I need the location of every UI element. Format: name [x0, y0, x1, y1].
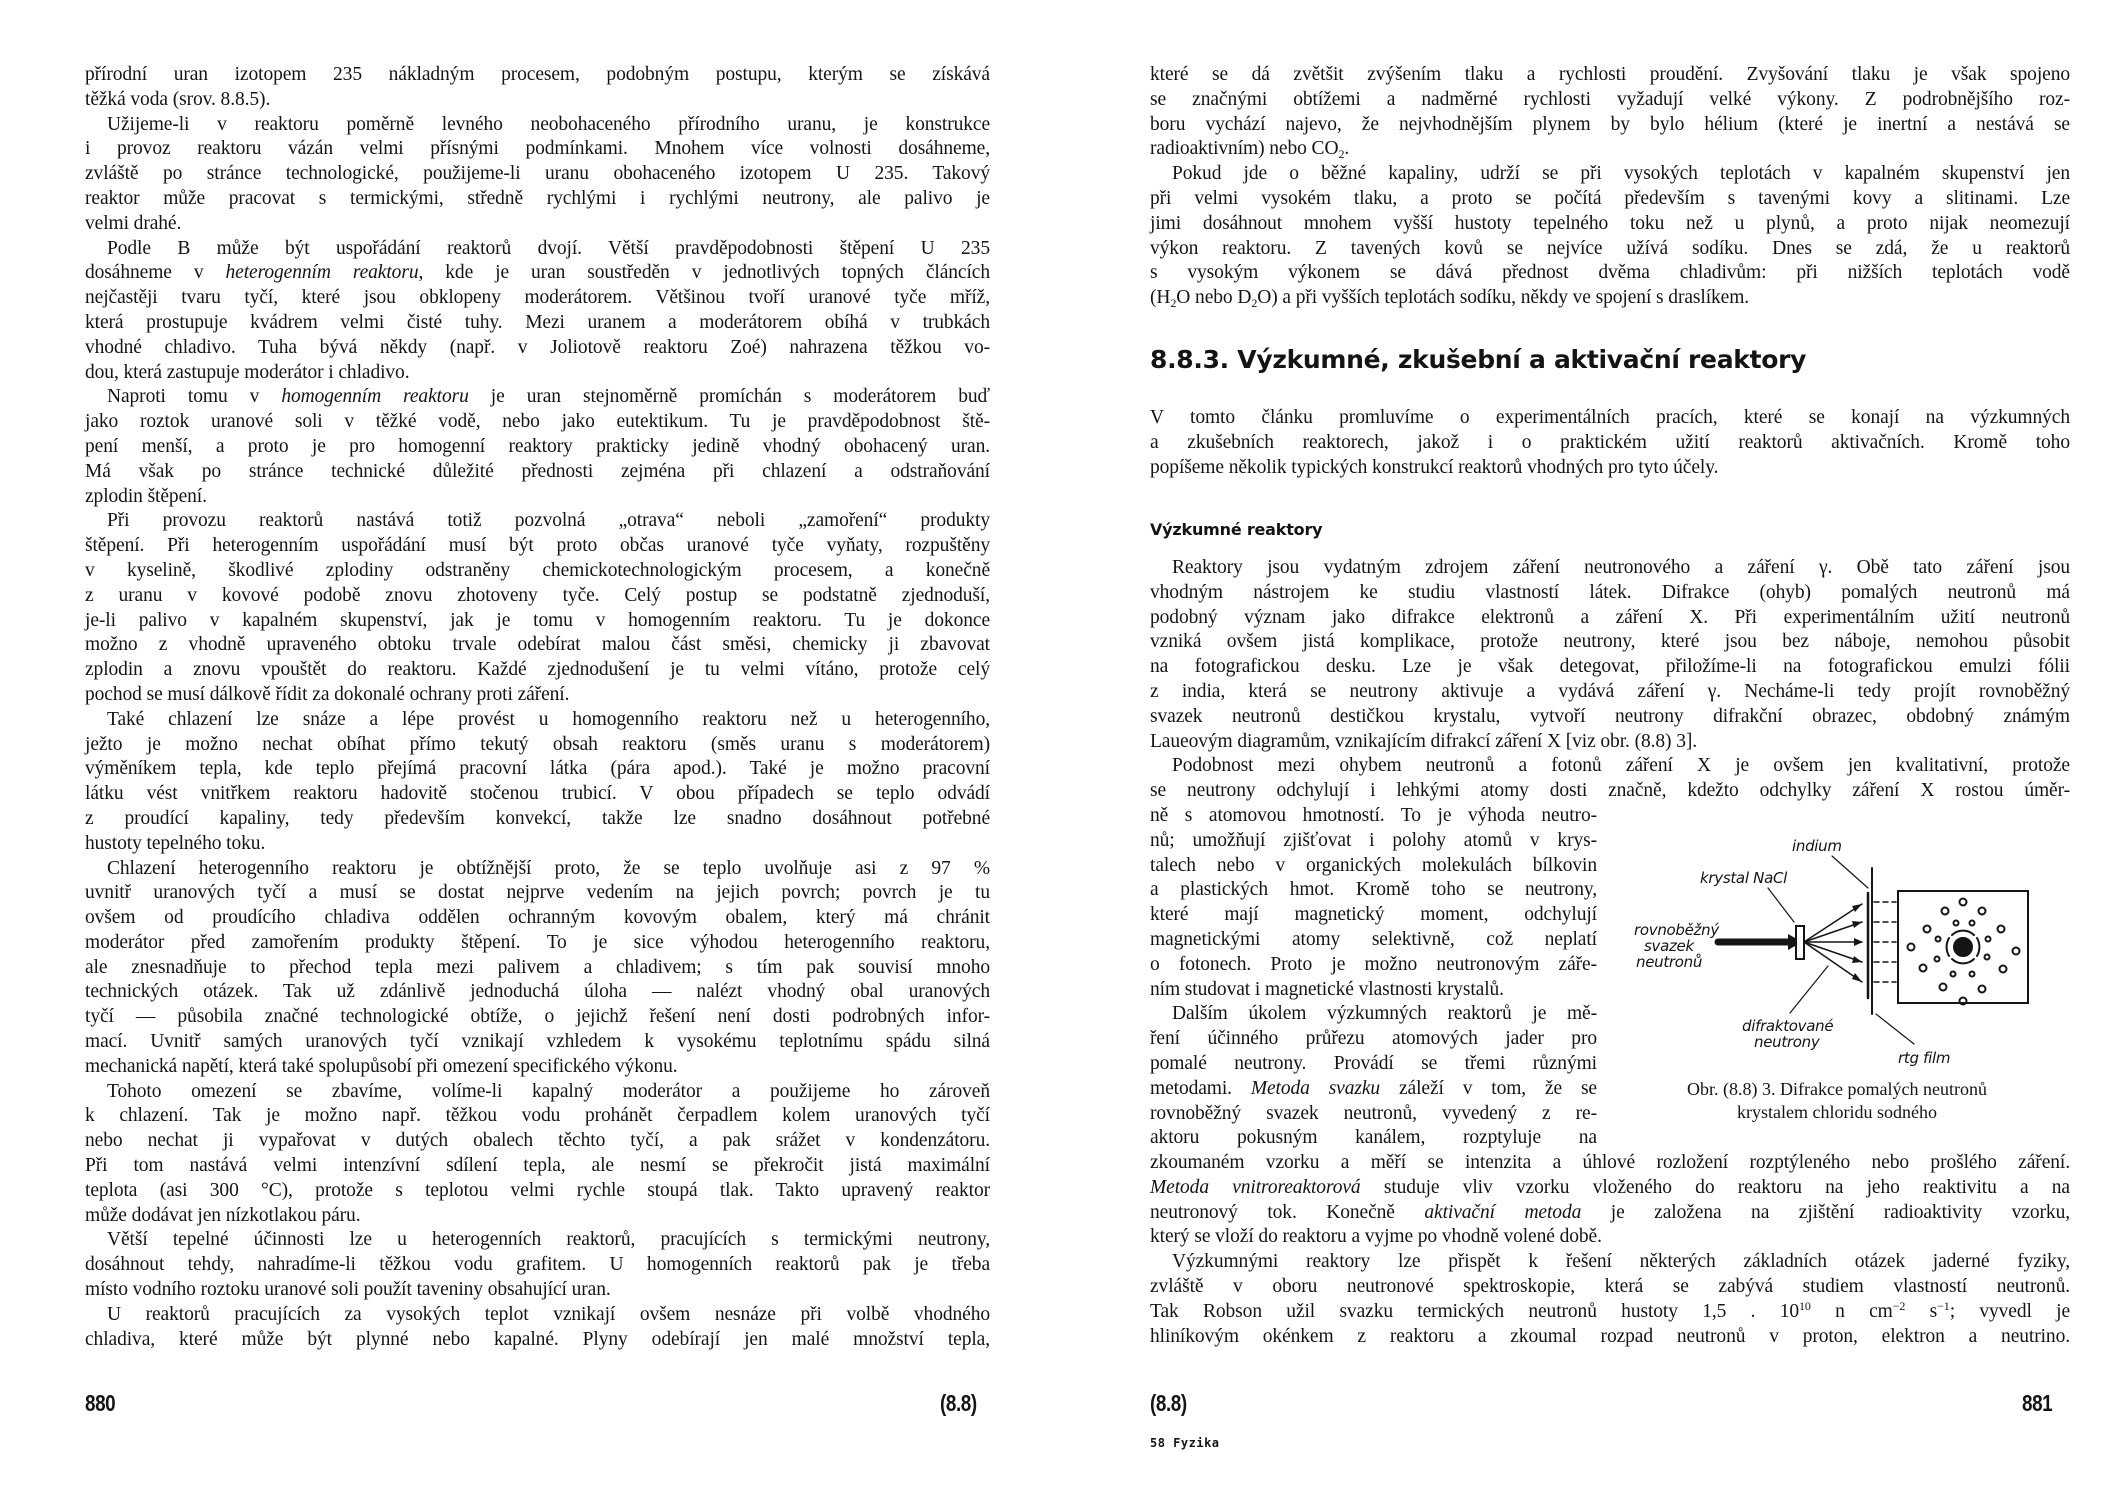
text-line: svazek neutronů destičkou krystalu, vytvoří neutrony difrakční obrazec, obdobný známým	[1150, 705, 2070, 727]
text-line: která prostupuje kvádrem velmi čisté tuhy. Mezi uranem a moderátorem obíhá v trubkách	[85, 311, 990, 333]
text-line: aktoru pokusným kanálem, rozptyluje na	[1150, 1127, 1597, 1149]
text-line: Naproti tomu v homogenním reaktoru je uran stejnoměrně promíchán s moderátorem buď	[107, 386, 990, 408]
text-line: Užijeme-li v reaktoru poměrně levného neobohaceného přírodního uranu, je konstrukce	[107, 113, 990, 135]
label-indium: indium	[1792, 837, 1842, 855]
text-line: nebo nechat ji vypařovat v dutých obalech těchto tyčí, a pak srážet v kondenzátoru.	[85, 1130, 990, 1152]
text-line: magnetickými atomy selektivně, což neplatí	[1150, 928, 1597, 950]
text-line: nů; umožňují zjišťovat i polohy atomů v krys-	[1150, 829, 1597, 851]
text-line: technických otázek. Tak už zdánlivě jednoduchá úloha — nalézt vhodný obal uranových	[85, 981, 990, 1003]
text-line: uvnitř uranových tyčí a musí se dostat nejprve vedením na jejich povrch; povrch je tu	[85, 882, 990, 904]
text-line: k chlazení. Tak je možno např. těžkou vodu prohánět čerpadlem kolem uranových tyčí	[85, 1105, 990, 1127]
text-line: podobný význam jako difrakce elektronů a záření X. Při experimentálním užití neutronů	[1150, 606, 2070, 628]
text-line: zvláště v oboru neutronové spektroskopie, která se zabývá studiem vlastností neutronů.	[1150, 1275, 2070, 1297]
text-line: a plastických hmot. Kromě toho se neutrony,	[1150, 879, 1597, 901]
text-line: moderátor před zamořením produkty štěpení. To je sice výhodou heterogenního reaktoru,	[85, 931, 990, 953]
left-page-body	[85, 63, 990, 1352]
text-line: může dodávat jen nízkotlakou páru.	[85, 1204, 361, 1226]
figure-caption-line1: Obr. (8.8) 3. Difrakce pomalých neutronů	[1687, 1079, 1987, 1099]
text-line: které se dá zvětšit zvýšením tlaku a rychlosti proudění. Zvyšování tlaku je však spojeno	[1150, 64, 2070, 85]
text-line: vzniká ovšem jistá komplikace, protože neutrony, které jsou bez náboje, nemohou působit	[1150, 631, 2070, 653]
text-line: pochod se musí dálkově řídit za dokonalé ochrany proti záření.	[85, 683, 570, 705]
text-beside-figure	[1150, 804, 1597, 1151]
text-line: dou, která zastupuje moderátor i chladivo.	[85, 361, 410, 383]
text-line: neutronový tok. Konečně aktivační metoda je založena na zjištění radioaktivity vzorku,	[1150, 1201, 2070, 1223]
text-line: teplota (asi 300 °C), protože s teplotou velmi rychle stoupá tlak. Takto upravený reaktor	[85, 1179, 990, 1201]
text-line: se neutrony odchylují i lehkými atomy dosti značně, kdežto odchylky záření X rostou úměr-	[1150, 780, 2070, 802]
section-intro	[1150, 406, 2070, 480]
page-number: 881	[2022, 1390, 2053, 1416]
text-line: na fotografickou desku. Lze je však detegovat, přiložíme-li na fotografickou emulzi fólii	[1150, 656, 2070, 678]
text-line: výkon reaktoru. Z tavených kovů se nejvíce užívá sodíku. Dnes se zdá, že u reaktorů	[1150, 237, 2070, 259]
text-line: ření účinného průřezu atomových jader pro	[1150, 1028, 1597, 1050]
label-diffracted-line2: neutrony	[1754, 1033, 1820, 1051]
text-line: místo vodního roztoku uranové soli použít taveniny obsahující uran.	[85, 1279, 611, 1301]
label-crystal-nacl: krystal NaCl	[1700, 869, 1788, 887]
text-line: V tomto článku promluvíme o experimentálních pracích, které se konají na výzkumných	[1150, 407, 2070, 428]
text-line: s vysokým výkonem se dává přednost dvěma chladivům: při nižších teplotách vodě	[1150, 262, 2070, 284]
text-line: Pokud jde o běžné kapaliny, udrží se při vysokých teplotách v kapalném skupenství jen	[1172, 163, 2070, 185]
text-line: ovšem od proudícího chladiva oddělen ochranným kovovým obalem, který má chránit	[85, 907, 990, 929]
text-line: Tohoto omezení se zbavíme, volíme-li kapalný moderátor a použijeme ho zároveň	[107, 1080, 990, 1102]
text-line: chladiva, které může být plynné nebo kapalné. Plyny odebírají jen malé množství tepla,	[85, 1328, 990, 1350]
nacl-crystal	[1796, 926, 1804, 959]
text-line: pení menší, a proto je pro homogenní reaktory prakticky jedině vhodný obohacený uran.	[85, 435, 990, 457]
text-line: i provoz reaktoru vázán velmi přísnými podmínkami. Mnohem více volnosti dosáhneme,	[85, 138, 990, 160]
text-line: ježto je možno nechat obíhat přímo tekutý obsah reaktoru (směs uranu s moderátorem)	[85, 733, 990, 755]
text-line: ně s atomovou hmotností. To je výhoda neutro-	[1150, 805, 1597, 826]
text-line: Tak Robson užil svazku termických neutronů hustoty 1,5 . $10^{10}$ n $cm^{-2}$ $s^{-1}$; vyvedl je	[1150, 1298, 2071, 1322]
label-beam-line1: rovnoběžný	[1634, 921, 1719, 939]
text-line: Při provozu reaktorů nastává totiž pozvolná „otrava“ neboli „zamoření“ produkty	[107, 510, 990, 532]
text-line: metodami. Metoda svazku záleží v tom, že se	[1150, 1077, 1597, 1099]
text-line: se značnými obtížemi a nadměrné rychlosti vyžadují velké výkony. Z podrobnějšího roz-	[1150, 88, 2070, 110]
section-marker: (8.8)	[940, 1390, 977, 1416]
section-marker: (8.8)	[1150, 1390, 1187, 1416]
text-line: dosáhnout tehdy, nahradíme-li těžkou vodu grafitem. U homogenních reaktorů pak je třeba	[85, 1254, 990, 1276]
text-line: Podobnost mezi ohybem neutronů a fotonů záření X je ovšem jen kvalitativní, protože	[1172, 755, 2070, 777]
text-line: hliníkovým okénkem z reaktoru a zkoumal rozpad neutronů v proton, elektron a neutrino.	[1150, 1325, 2070, 1347]
text-line: reaktor může pracovat s termickými, středně rychlými i rychlými neutrony, ale palivo je	[85, 187, 990, 209]
text-line: Chlazení heterogenního reaktoru je obtížnější proto, že se teplo uvolňuje asi z 97 %	[107, 857, 990, 879]
text-line: v kyselině, škodlivé zplodiny odstraněny chemickotechnologickým procesem, a konečně	[85, 559, 990, 581]
text-line: Metoda vnitroreaktorová studuje vliv vzorku vloženého do reaktoru na jeho reaktivitu a na	[1150, 1176, 2070, 1198]
subsection-heading: Výzkumné reaktory	[1150, 520, 1323, 539]
text-line: těžká voda (srov. 8.8.5).	[85, 88, 271, 110]
text-line: mací. Uvnitř samých uranových tyčí vznikají vzhledem k vysokému teplotnímu spádu silná	[85, 1031, 990, 1053]
neutron-diffraction-figure	[1622, 838, 2052, 1138]
label-beam-line2: svazek	[1644, 937, 1694, 955]
text-line: který se vloží do reaktoru a vyjme po vhodně volené době.	[1150, 1226, 1602, 1248]
label-diffracted-line1: difraktované	[1742, 1017, 1834, 1035]
text-line: dosáhneme v heterogenním reaktoru, kde je uran soustředěn v jednotlivých topných článcích	[85, 262, 990, 284]
text-line: Podle B může být uspořádání reaktorů dvojí. Větší pravděpodobnosti štěpení U 235	[107, 237, 990, 259]
text-line: jimi dosáhnout mnohem vyšší hustoty tepelného toku než u plynů, a proto nijak neomezují	[1150, 212, 2070, 234]
text-line: z india, která se neutrony aktivuje a vydává záření γ. Necháme-li tedy projít rovnoběžný	[1150, 680, 2070, 702]
text-line: ($H_2O$ nebo $D_2O$) a při vyšších teplotách sodíku, někdy ve spojení s draslíkem.	[1150, 287, 1750, 311]
text-line: Výzkumnými reaktory lze přispět k řešení některých základních otázek jaderné fyziky,	[1172, 1251, 2070, 1273]
text-line: U reaktorů pracujících za vysokých teplot vznikají ovšem nesnáze při volbě vhodného	[107, 1303, 990, 1325]
research-reactors-text	[1150, 556, 2070, 804]
text-line: talech nebo v organických molekulách bílkovin	[1150, 854, 1597, 876]
text-line: vhodné chladivo. Tuha bývá někdy (např. v Joliotově reaktoru Zoé) nahrazena těžkou vo-	[85, 336, 990, 358]
figure-caption	[1622, 1078, 2052, 1124]
text-line: pomalé neutrony. Provádí se třemi různými	[1150, 1052, 1597, 1074]
text-line: zplodin štěpení.	[85, 485, 207, 507]
figure-caption-line2: krystalem chloridu sodného	[1737, 1102, 1937, 1122]
text-line: o fotonech. Proto je možno neutronovým záře-	[1150, 953, 1597, 975]
label-rtg-film: rtg film	[1898, 1049, 1951, 1067]
text-line: vhodným nástrojem ke studiu vlastností látek. Difrakce (ohyb) pomalých neutronů má	[1150, 581, 2070, 603]
text-line: a zkušebních reaktorech, jakož i o praktickém užití reaktorů aktivačních. Kromě toho	[1150, 431, 2070, 453]
section-heading: 8.8.3. Výzkumné, zkušební a aktivační reaktory	[1150, 345, 1807, 374]
text-line: štěpení. Při heterogenním uspořádání musí být proto občas uranové tyče vyňaty, rozpuštěny	[85, 535, 990, 557]
text-line: při velmi vysokém tlaku, a proto se počítá především s tavenými kovy a slitinami. Lze	[1150, 187, 2070, 209]
text-line: které mají magnetický moment, odchylují	[1150, 904, 1597, 926]
text-line: z proudící kapaliny, tedy především konvekcí, takže lze snadno dosáhnout potřebné	[85, 807, 990, 829]
text-line: je-li palivo v kapalném skupenství, jak je tomu v homogenním reaktoru. Tu je dokonce	[85, 609, 990, 631]
text-line: Při tom nastává velmi intenzívní sdílení tepla, ale nesmí se překročit jistá maximální	[85, 1155, 990, 1177]
text-line: Také chlazení lze snáze a lépe provést u homogenního reaktoru než u heterogenního,	[107, 708, 990, 730]
text-line: Reaktory jsou vydatným zdrojem záření neutronového a záření γ. Obě tato záření jsou	[1172, 557, 2070, 578]
text-line: zplodin a znovu vpouštět do reaktoru. Každé zjednodušení je tu velmi vítáno, protože celý	[85, 659, 990, 681]
text-line: Větší tepelné účinnosti lze u heterogenních reaktorů, pracujících s termickými neutrony,	[107, 1229, 990, 1251]
text-line: boru vychází najevo, že nejvhodnějším plynem by bylo hélium (které je inertní a nestává se	[1150, 113, 2070, 135]
text-line: zkoumaném vzorku a měří se intenzita a úhlové rozložení rozptýleného nebo prošlého záření.	[1150, 1152, 2070, 1173]
text-line: výměníkem tepla, kde teplo přejímá pracovní látka (pára apod.). Také je možno pracovní	[85, 758, 990, 780]
label-beam-line3: neutronů	[1636, 953, 1703, 971]
text-line: radioaktivním) nebo $CO_2$.	[1150, 138, 1350, 162]
text-line: Laueovým diagramům, vznikajícím difrakcí záření X [viz obr. (8.8) 3].	[1150, 730, 1698, 752]
text-line: Má však po stránce technické důležité přednosti zejména při chlazení a odstraňování	[85, 460, 990, 482]
text-line: ale znesnadňuje to přechod tepla mezi palivem a chladivem; s tím pak souvisí mnoho	[85, 956, 990, 978]
text-line: zvláště po stránce technologické, použijeme-li uranu obohaceného izotopem U 235. Takový	[85, 163, 990, 185]
right-page-continuation	[1150, 63, 2070, 311]
printer-signature: 58 Fyzika	[1150, 1436, 1220, 1450]
text-line: rovnoběžný svazek neutronů, vyvedený z re-	[1150, 1102, 1597, 1124]
research-reactors-text-continued	[1150, 1151, 2070, 1349]
text-line: tyčí — působila značné technologické obtíže, o jejichž řešení není dosti podrobných infor-	[85, 1006, 990, 1028]
text-line: velmi drahé.	[85, 212, 182, 234]
text-line: hustoty tepelného toku.	[85, 832, 266, 854]
text-line: přírodní uran izotopem 235 nákladným procesem, podobným postupu, kterým se získává	[85, 64, 990, 85]
text-line: ním studovat i magnetické vlastnosti krystalů.	[1150, 978, 1504, 1000]
text-line: Dalším úkolem výzkumných reaktorů je mě-	[1172, 1003, 1597, 1025]
text-line: nejčastěji tvaru tyčí, které jsou obklopeny moderátorem. Většinou tvoří uranové tyče mříž,	[85, 287, 990, 309]
text-line: mechanická napětí, která také spolupůsobí při omezení specifického výkonu.	[85, 1055, 678, 1077]
text-line: možno z vhodně upraveného obtoku trvale odebírat malou část směsi, chemicky ji zbavovat	[85, 634, 990, 656]
text-line: jako roztok uranové soli v těžké vodě, nebo jako eutektikum. Tu je pravděpodobnost ště-	[85, 411, 990, 433]
text-line: popíšeme několik typických konstrukcí reaktorů vhodných pro tyto účely.	[1150, 456, 1719, 478]
text-line: látku vést vnitřkem reaktoru hadovitě stočenou trubicí. V obou případech se teplo odvádí	[85, 783, 990, 805]
text-line: z uranu v kovové podobě znovu zhotoveny tyče. Celý postup se podstatně zjednoduší,	[85, 584, 990, 606]
page-number: 880	[85, 1390, 116, 1416]
